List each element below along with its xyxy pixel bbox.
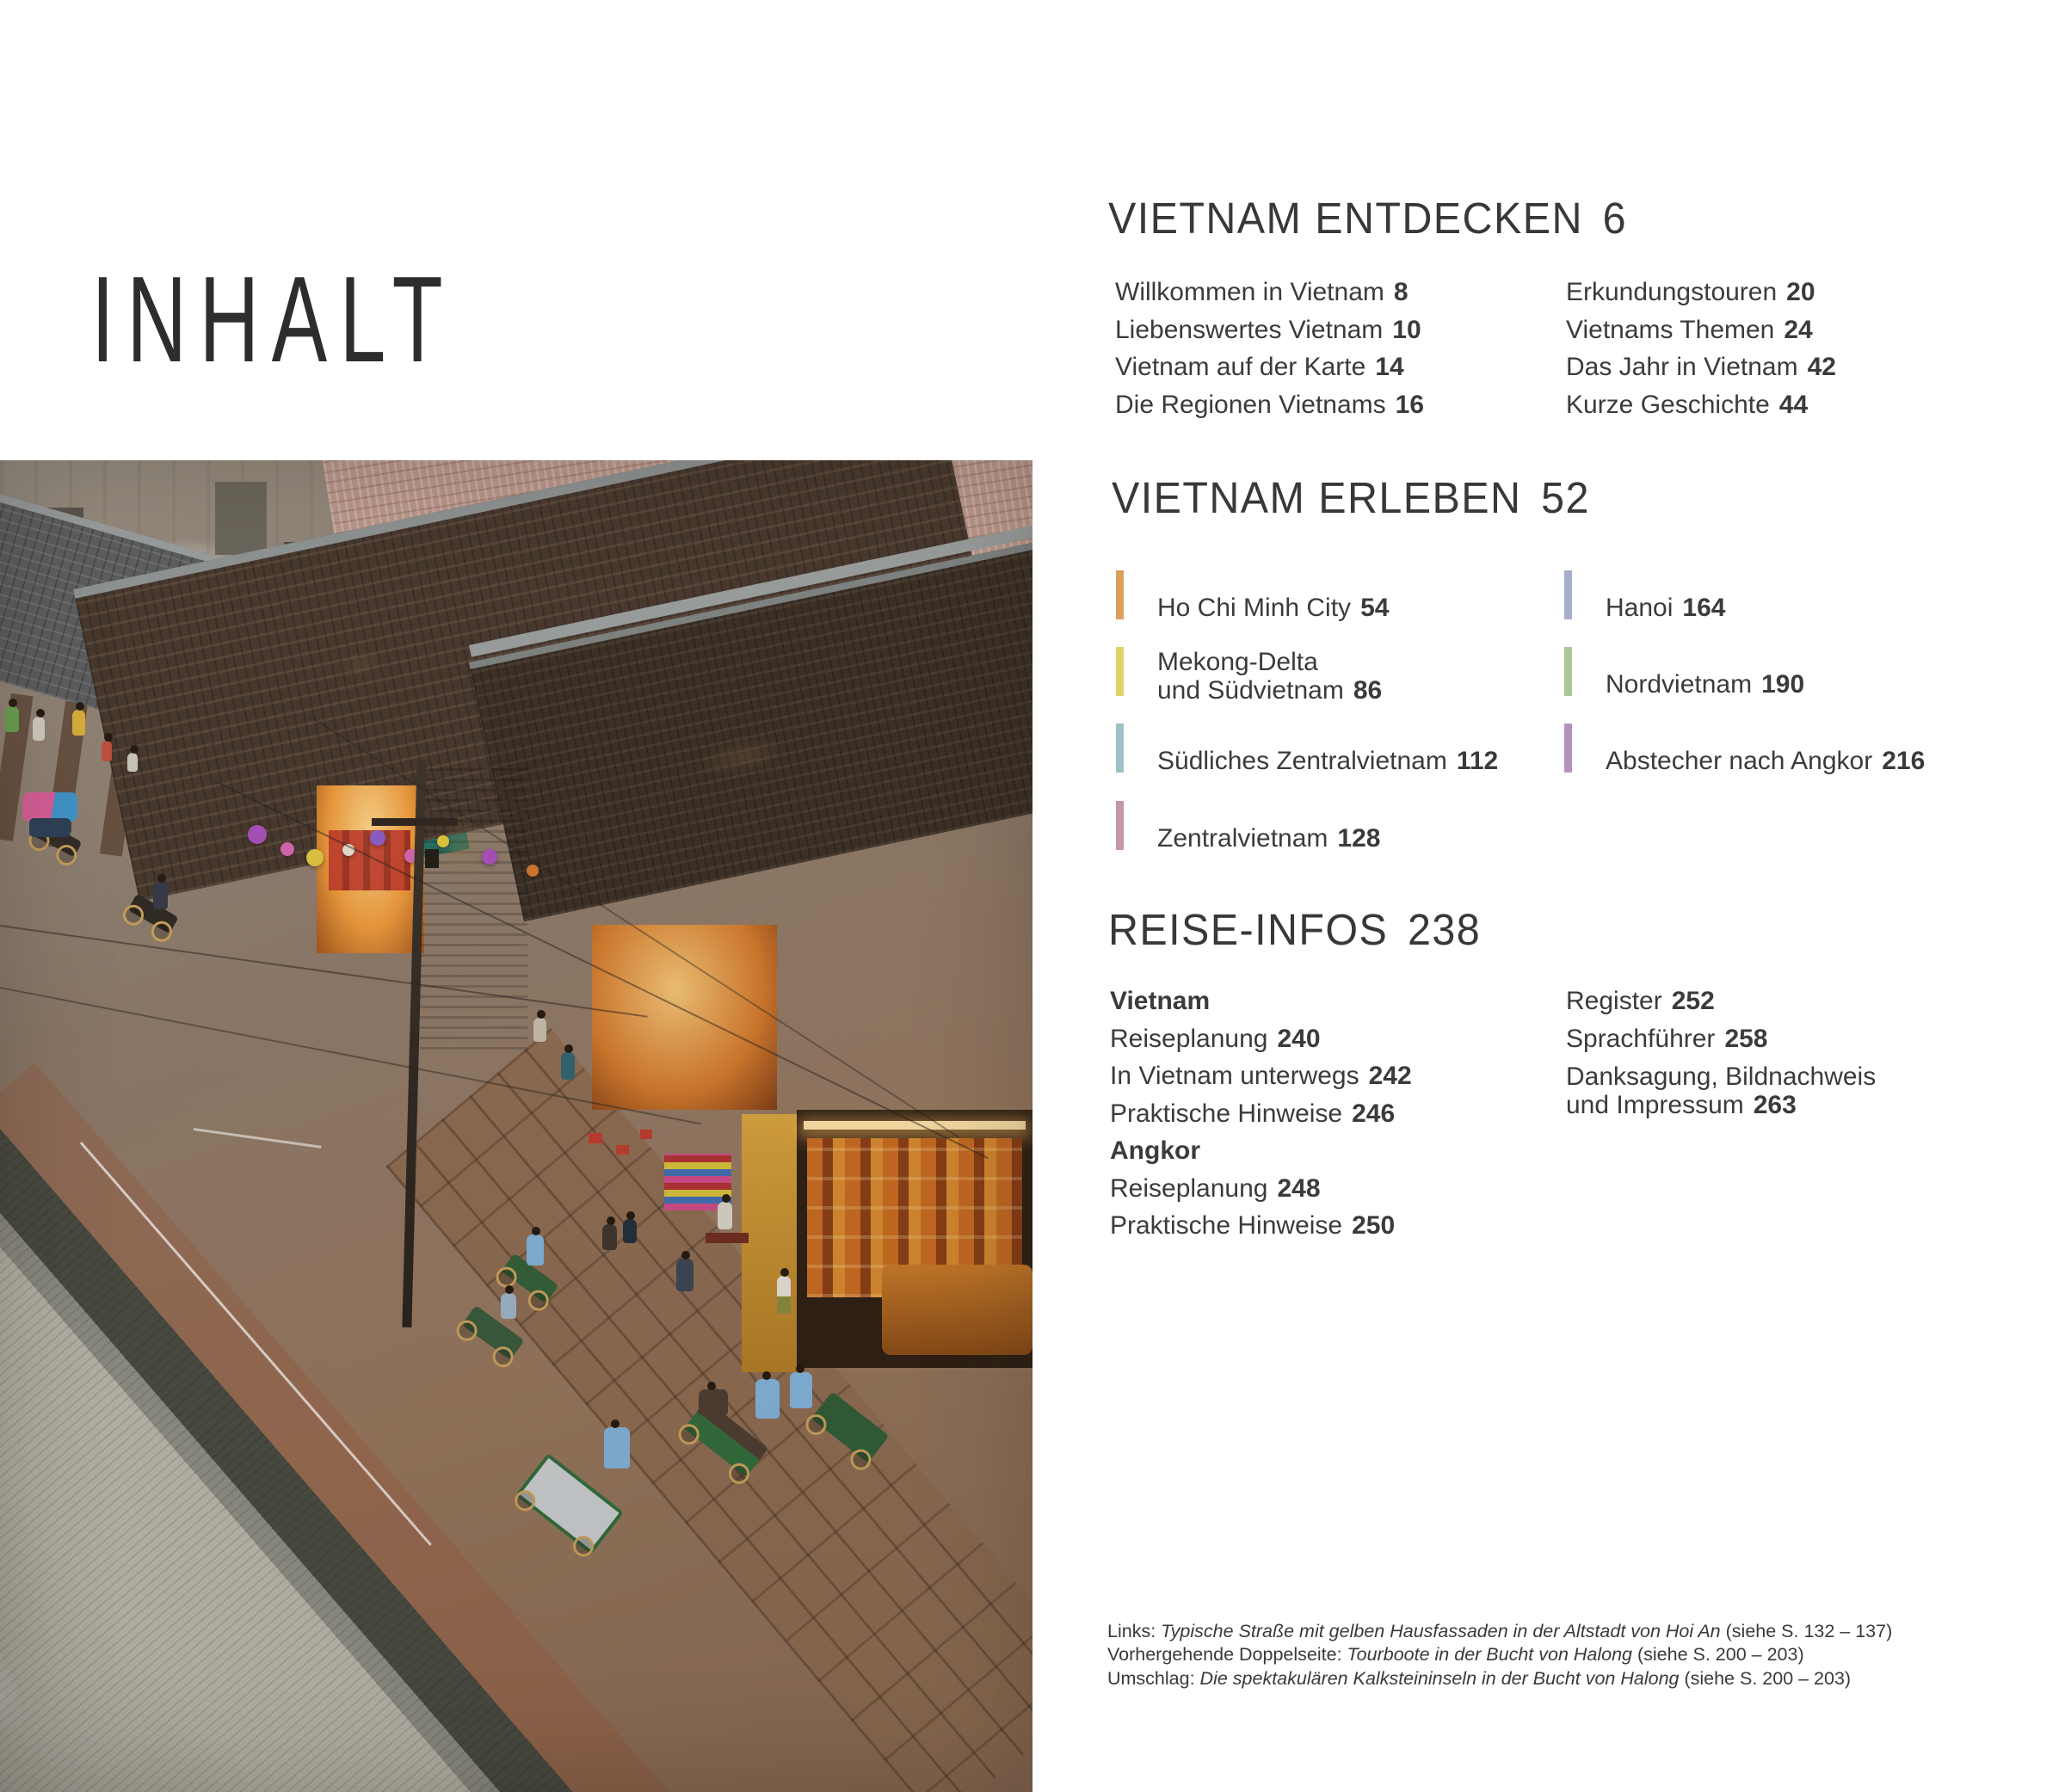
pole-transformer	[425, 849, 439, 868]
lantern	[527, 865, 539, 877]
page-number: 8	[1393, 278, 1409, 306]
amber-goods-floor	[882, 1265, 1032, 1355]
page-number: 44	[1778, 390, 1809, 419]
color-bar	[1116, 801, 1124, 850]
cyclo-rider	[755, 1379, 780, 1419]
lantern	[248, 825, 267, 844]
caption-line: Vorhergehende Doppelseite: Tourboote in der Bucht von Halong (siehe S. 200 – 203)	[1107, 1644, 1804, 1666]
reise-infos-left-column	[1110, 982, 1412, 1245]
entdecken-left-column	[1115, 274, 1424, 423]
section-heading-erleben	[1112, 473, 1590, 522]
color-bar	[1116, 647, 1124, 696]
toc-entry: In Vietnam unterwegs 242	[1110, 1062, 1412, 1090]
toc-entry: Vietnam auf der Karte 14	[1115, 353, 1404, 381]
page-number: 112	[1456, 747, 1499, 775]
page-number: 246	[1352, 1099, 1396, 1128]
pedestrian	[102, 741, 112, 761]
color-bar	[1564, 570, 1572, 619]
pedestrian-backpack	[676, 1259, 693, 1291]
toc-entry-suedliches-zentralvietnam: Südliches Zentralvietnam 112	[1116, 724, 1498, 775]
color-bar	[1564, 647, 1572, 696]
page-number: 14	[1375, 353, 1404, 381]
yellow-pillar	[742, 1114, 797, 1372]
red-stool	[616, 1145, 629, 1155]
page-number: 54	[1360, 594, 1390, 622]
cyclo-rider	[790, 1372, 812, 1408]
pedestrian	[127, 753, 138, 772]
window-opening	[215, 482, 267, 555]
page-number: 252	[1671, 987, 1715, 1015]
toc-entry: Register 252	[1566, 987, 1715, 1015]
red-stool	[640, 1130, 652, 1139]
reise-infos-right-column	[1566, 982, 1876, 1119]
toc-subheading: Vietnam	[1110, 987, 1211, 1015]
lantern	[370, 830, 385, 846]
page-number: 263	[1753, 1091, 1797, 1119]
cyclo-rider	[604, 1427, 630, 1469]
lantern	[437, 835, 449, 847]
pedestrian	[33, 717, 45, 741]
photo-captions	[1107, 1620, 1892, 1690]
lit-shop-glow	[592, 925, 777, 1110]
toc-entry: Das Jahr in Vietnam 42	[1566, 353, 1836, 381]
color-bar	[1116, 570, 1124, 619]
pole-crossarm	[372, 818, 458, 826]
toc-entry-hanoi: Hanoi 164	[1564, 570, 1725, 622]
page-number: 10	[1392, 315, 1421, 344]
street-line	[194, 1128, 322, 1148]
cyclo-rider	[501, 1293, 516, 1319]
toc-entry: Reiseplanung 240	[1110, 1024, 1321, 1053]
toc-entry: Reiseplanung 248	[1110, 1173, 1321, 1203]
page-number: 250	[1352, 1211, 1396, 1240]
cyclo-rider	[527, 1235, 544, 1265]
section-page-number: 238	[1408, 905, 1482, 954]
section-heading-reise-infos	[1108, 905, 1482, 954]
pedestrian	[5, 706, 19, 732]
toc-entry: Vietnams Themen 24	[1566, 315, 1813, 344]
section-page-number: 6	[1602, 194, 1628, 243]
page-number: 240	[1277, 1024, 1321, 1053]
section-heading-entdecken	[1108, 194, 1628, 243]
page-number: 216	[1882, 747, 1926, 775]
section-page-number: 52	[1541, 473, 1590, 522]
page-number: 190	[1761, 670, 1805, 699]
page-number: 164	[1682, 594, 1726, 622]
toc-entry: Sprachführer 258	[1566, 1024, 1768, 1053]
toc-entry-zentralvietnam: Zentralvietnam 128	[1116, 801, 1380, 853]
toc-entry: Praktische Hinweise 246	[1110, 1099, 1396, 1128]
page-number: 128	[1337, 824, 1381, 853]
section-title: VIETNAM ENTDECKEN	[1108, 194, 1583, 243]
hoi-an-street-photo	[0, 460, 1032, 1792]
page-number: 42	[1807, 353, 1836, 381]
page-number: 16	[1395, 390, 1425, 419]
color-bar	[1116, 724, 1124, 773]
toc-entry-abstecher-angkor: Abstecher nach Angkor 216	[1564, 724, 1925, 775]
lantern	[280, 842, 294, 856]
page-number: 24	[1784, 315, 1813, 344]
lantern	[482, 849, 497, 865]
seated-person	[623, 1219, 637, 1243]
page-number: 86	[1353, 676, 1383, 705]
lantern	[306, 849, 324, 866]
toc-entry: Kurze Geschichte 44	[1566, 390, 1809, 419]
caption-line: Links: Typische Straße mit gelben Hausfassaden in der Altstadt von Hoi An (siehe S. 132 – 137)	[1107, 1621, 1893, 1641]
section-title: REISE-INFOS	[1108, 905, 1389, 954]
section-title: VIETNAM ERLEBEN	[1112, 473, 1522, 522]
toc-entry-nordvietnam: Nordvietnam 190	[1564, 647, 1804, 699]
seated-person	[602, 1224, 617, 1250]
cyclo-rider	[153, 882, 168, 909]
page-number: 248	[1277, 1173, 1321, 1203]
caption-line: Umschlag: Die spektakulären Kalksteininseln in der Bucht von Halong (siehe S. 200 – 203)	[1107, 1667, 1852, 1689]
pedestrian	[72, 710, 85, 736]
cyclo-canopy	[22, 792, 77, 822]
page-number: 258	[1724, 1024, 1768, 1053]
toc-subheading: Angkor	[1110, 1136, 1200, 1165]
seated-person	[718, 1202, 732, 1229]
pedestrian	[533, 1018, 546, 1042]
toc-entry-ho-chi-minh-city: Ho Chi Minh City 54	[1116, 570, 1389, 622]
cyclo-body	[29, 818, 71, 837]
toc-entry: Liebenswertes Vietnam 10	[1115, 315, 1421, 344]
toc-entry: Erkundungstouren 20	[1566, 278, 1815, 306]
toc-entry-danksagung: Danksagung, Bildnachweis und Impressum 263	[1566, 1062, 1877, 1119]
pedestrian	[561, 1052, 575, 1080]
page-title: INHALT	[91, 251, 456, 389]
page-number: 242	[1368, 1062, 1412, 1090]
bench	[706, 1233, 749, 1243]
color-bar	[1564, 724, 1572, 773]
toc-entry: Praktische Hinweise 250	[1110, 1211, 1396, 1240]
pedestrian	[777, 1276, 791, 1314]
toc-entry-mekong-delta: Mekong-Delta und Südvietnam 86	[1116, 647, 1382, 705]
cyclo-passenger	[699, 1389, 728, 1415]
page-number: 20	[1786, 278, 1815, 306]
red-stool	[589, 1133, 602, 1143]
toc-entry: Willkommen in Vietnam 8	[1115, 278, 1409, 306]
entdecken-right-column	[1566, 274, 1836, 423]
toc-entry: Die Regionen Vietnams 16	[1115, 390, 1425, 419]
